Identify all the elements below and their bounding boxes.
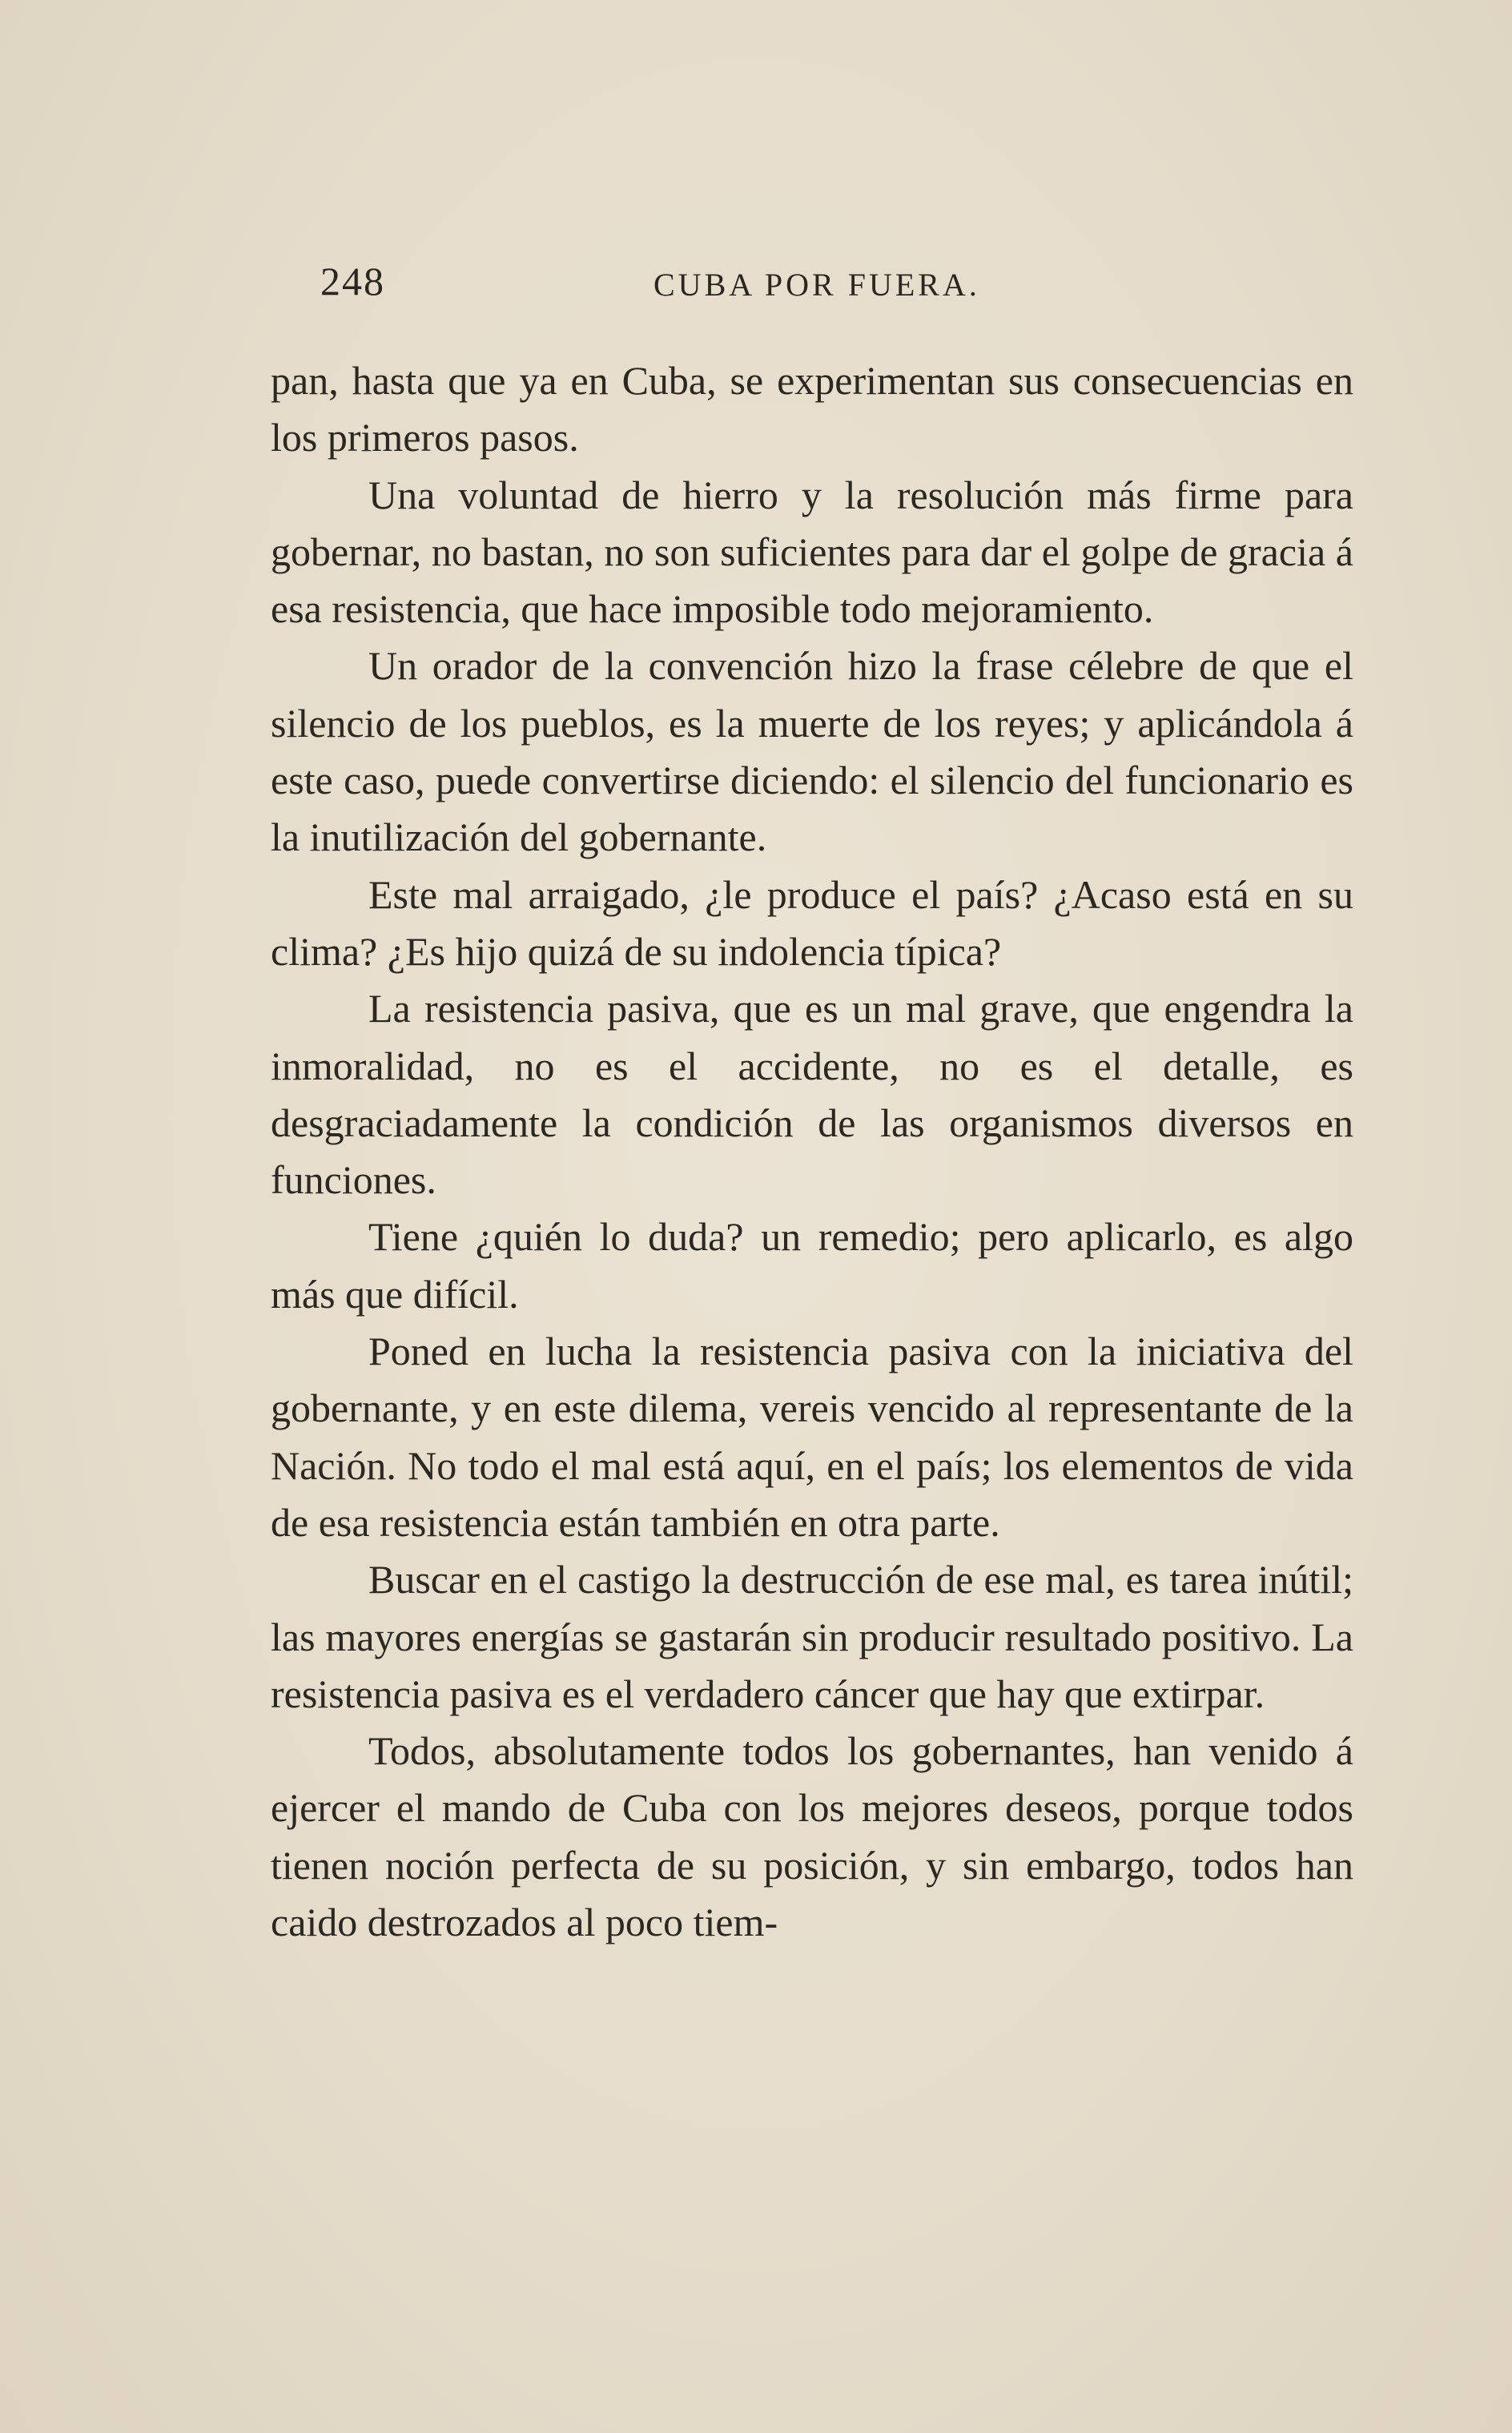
paragraph: Poned en lucha la resistencia pasiva con la iniciativa del gobernante, y en este dilema, vereis vencido al representante de la Nación. No todo el mal está aquí, en el país; los elementos de vida de esa resistencia están también en otra parte.	[271, 1329, 1353, 1545]
page-header	[320, 258, 1361, 322]
paragraph: Este mal arraigado, ¿le produce el país? ¿Acaso está en su clima? ¿Es hijo quizá de su indolencia típica?	[271, 871, 1353, 974]
paragraph: pan, hasta que ya en Cuba, se experimentan sus consecuencias en los primeros pasos.	[271, 358, 1353, 460]
body-text	[271, 352, 1353, 1951]
running-title: CUBA POR FUERA.	[653, 267, 980, 303]
paragraph: Un orador de la convención hizo la frase célebre de que el silencio de los pueblos, es la muerte de los reyes; y aplicándola á este caso, puede convertirse diciendo: el silencio del funcionario es la inutilización del gobernante.	[271, 643, 1353, 860]
paragraph: Buscar en el castigo la destrucción de ese mal, es tarea inútil; las mayores energías se gastarán sin producir resultado positivo. La resistencia pasiva es el verdadero cáncer que hay que extirpar.	[271, 1557, 1353, 1716]
paragraph: La resistencia pasiva, que es un mal grave, que engendra la inmoralidad, no es el accidente, no es el detalle, es desgraciadamente la condición de las organismos diversos en funciones.	[271, 986, 1353, 1203]
paragraph: Todos, absolutamente todos los gobernantes, han venido á ejercer el mando de Cuba con los mejores deseos, porque todos tienen noción perfecta de su posición, y sin embargo, todos han caido destrozados al poco tiem-	[271, 1728, 1353, 1945]
page-number: 248	[320, 259, 385, 304]
paragraph: Una voluntad de hierro y la resolución más firme para gobernar, no bastan, no son suficientes para dar el golpe de gracia á esa resistencia, que hace imposible todo mejoramiento.	[271, 472, 1353, 632]
paragraph: Tiene ¿quién lo duda? un remedio; pero aplicarlo, es algo más que difícil.	[271, 1214, 1353, 1317]
